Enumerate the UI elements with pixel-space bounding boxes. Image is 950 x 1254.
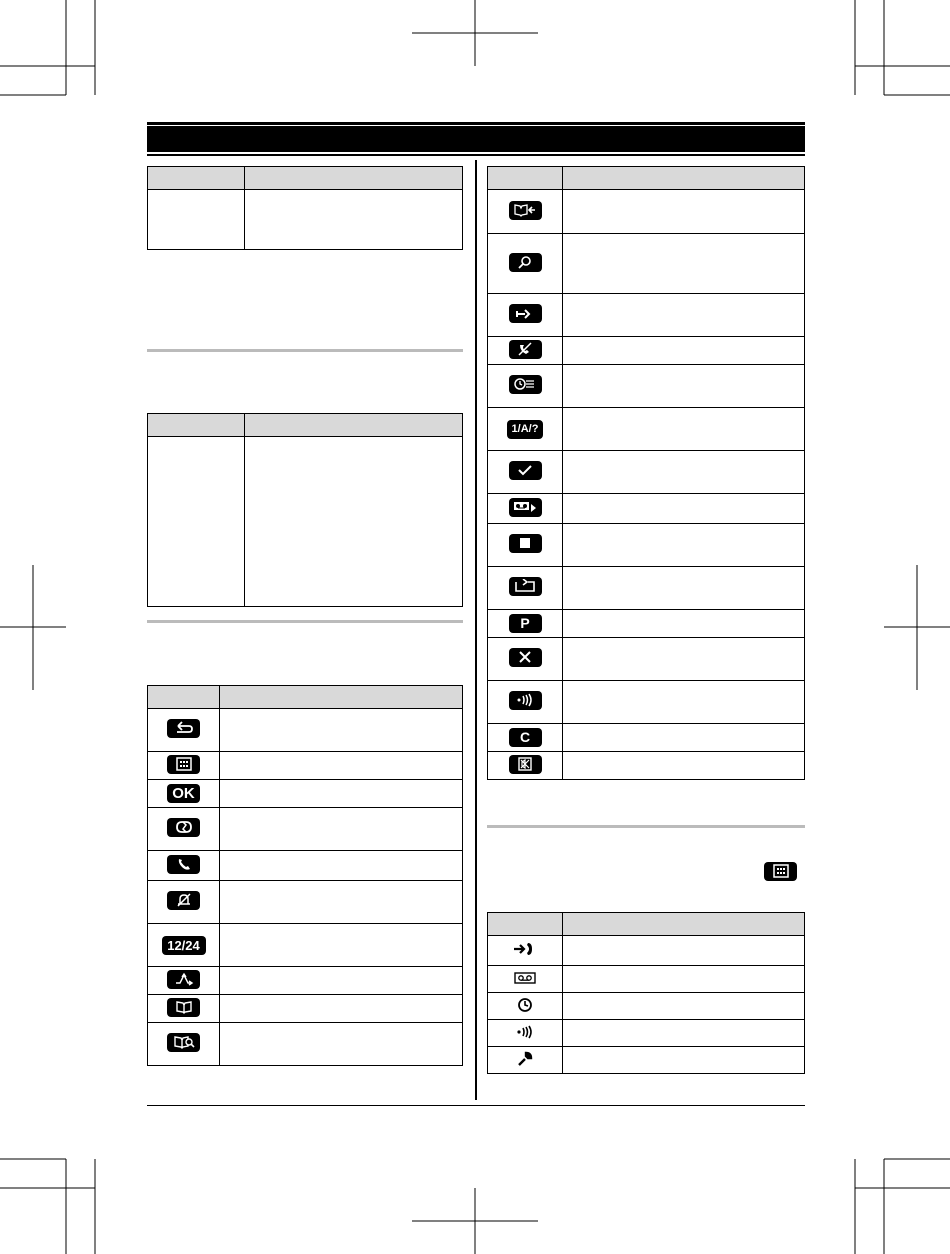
table-cell [220,780,463,808]
table-row [148,808,463,851]
table-row [488,190,805,234]
table-row [488,294,805,337]
col2-header [245,414,463,437]
table-cell [563,365,805,408]
col1-header [148,167,245,190]
settings-wrench-icon [517,1051,533,1070]
table-cell [220,709,463,752]
table-mid-left [147,413,463,607]
table-cell [563,966,805,993]
table-row [148,780,463,808]
redial-icon [167,970,200,989]
col1-header [148,414,245,437]
section-rule-3 [487,825,805,828]
table-row [148,967,463,995]
timer-icon [509,375,542,394]
table-top-left [147,166,463,250]
table-cell [220,924,463,967]
page-header-bar [147,122,805,152]
table-cell [563,936,805,966]
table-cell [563,724,805,752]
ringer-off-icon [509,755,542,774]
repeat-icon [509,577,542,596]
table-row [148,709,463,752]
table-cell [563,1047,805,1074]
column-divider [475,160,477,1100]
table-cell [563,524,805,567]
table-row [148,1023,463,1066]
table-cell [220,808,463,851]
table-cell [563,451,805,494]
phonebook-add-icon [509,201,542,220]
hold-icon [167,818,200,837]
answering-play-icon [509,498,542,517]
table-row [488,234,805,294]
answering-system-icon [513,971,537,988]
table-cell [220,851,463,881]
table-row [148,995,463,1023]
phonebook-icon [167,998,200,1017]
clock-format-icon: 12/24 [162,936,206,955]
table-cell [563,190,805,234]
table-cell [148,190,245,250]
ok-icon: OK [167,784,200,803]
table-row [488,451,805,494]
table-row [148,752,463,780]
col2-header [563,913,805,936]
table-cell [220,881,463,924]
col2-header [563,167,805,190]
table-row [488,1047,805,1074]
table-cell [220,995,463,1023]
table-cell [563,610,805,638]
menu-icon [167,755,200,774]
table-cell [563,681,805,724]
col1-header [148,686,220,709]
table-row [488,408,805,451]
check-icon [509,461,542,480]
table-cell [563,567,805,610]
search-icon [509,253,542,272]
table-cell [563,494,805,524]
table-menu-icons-right [487,912,805,1074]
table-cell [220,967,463,995]
col1-header [488,913,563,936]
table-cell [148,437,245,607]
section-rule-1 [147,349,463,352]
table-row [488,966,805,993]
section-rule-2 [147,620,463,623]
clear-icon: C [509,728,542,747]
col1-header [488,167,563,190]
table-row [488,337,805,365]
table-row [148,851,463,881]
alarm-clock-icon [517,997,533,1016]
table-cell [563,337,805,365]
table-row [148,924,463,967]
col2-header [220,686,463,709]
table-cell [245,437,463,607]
col2-header [245,167,463,190]
table-cell [563,294,805,337]
alarm-off-icon [167,891,200,910]
table-soft-keys-right [487,166,805,780]
table-cell [563,638,805,681]
table-cell [563,1020,805,1047]
table-cell [563,408,805,451]
table-row [488,724,805,752]
table-row [148,881,463,924]
table-cell [220,752,463,780]
table-row [488,993,805,1020]
phonebook-search-icon [167,1033,200,1052]
intercom-plain-icon [515,1025,535,1042]
character-mode-icon: 1/A/? [507,420,543,439]
table-row [488,638,805,681]
stop-icon [509,534,542,553]
table-cell [563,752,805,780]
intercom-icon [509,691,542,710]
table-row [488,365,805,408]
table-row [488,1020,805,1047]
table-cell [220,1023,463,1066]
table-row [488,936,805,966]
table-cell [245,190,463,250]
table-soft-keys-left [147,685,463,1066]
table-row [488,494,805,524]
mute-icon [509,340,542,359]
table-cell [563,993,805,1020]
footer-rule [147,1105,805,1106]
back-icon [167,719,200,738]
pause-icon: P [509,614,542,633]
delete-icon [509,648,542,667]
talk-icon [167,855,200,874]
menu-icon [764,862,797,881]
table-row [488,524,805,567]
forward-call-icon [512,941,538,960]
header-rule [147,154,805,156]
table-cell [563,234,805,294]
table-row [488,567,805,610]
table-row [488,681,805,724]
call-block-icon [509,304,542,323]
table-row [488,752,805,780]
table-row [488,610,805,638]
